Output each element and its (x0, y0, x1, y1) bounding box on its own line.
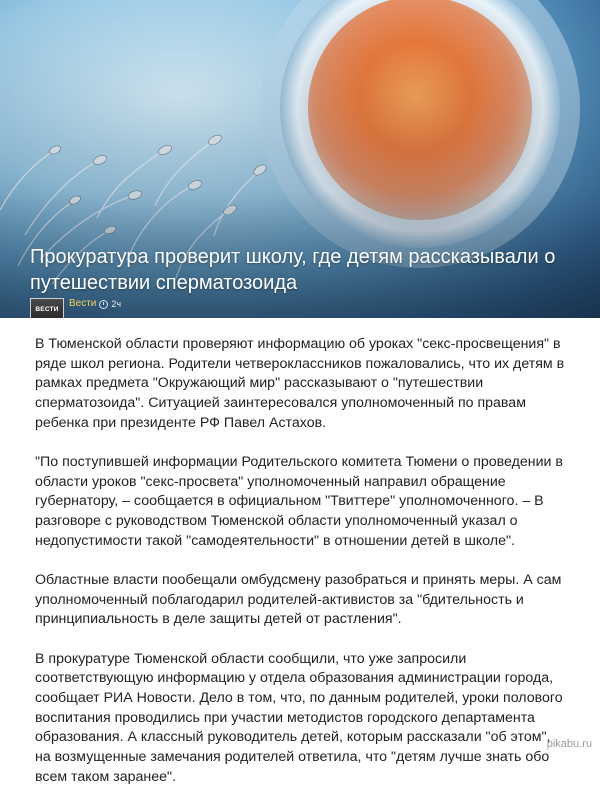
source-logo[interactable]: ВЕСТИ (30, 298, 64, 318)
source-info (30, 298, 121, 318)
clock-icon (99, 300, 108, 309)
hero-image (0, 0, 600, 318)
article-paragraph: "По поступившей информации Родительского комитета Тюмени о проведении в области уроков "секс-просвета" уполномоченный направил обращение губернатору, – сообщается в официальном "Твиттере" уполномоченного. – В разговоре с руководством Тюменской области уполномоченный указал о недопустимости такой "самодеятельности" в отношении детей в школе". (35, 454, 563, 549)
site-watermark: pikabu.ru (546, 738, 592, 750)
article-body (35, 335, 565, 807)
article-paragraph: В прокуратуре Тюменской области сообщили, что уже запросили соответствующую информацию у отдела образования администрации города, сообщает РИА Новости. Дело в том, что, по данным родителей, уроки полового воспитания проводились при участии методистов городского департамента образования. А классный руководитель детей, которым рассказали "об этом", на возмущенные замечания родителей ответила, что "детям лучше знать обо всем таком заранее". (35, 650, 563, 785)
source-name[interactable]: Вести (69, 298, 97, 309)
article-paragraph: Областные власти пообещали омбудсмену разобраться и принять меры. А сам уполномоченный поблагодарил родителей-активистов за "бдительность и принципиальность в деле защиты детей от растления". (35, 572, 562, 628)
article-headline[interactable]: Прокуратура проверит школу, где детям рассказывали о путешествии сперматозоида (30, 246, 556, 294)
publish-time: 2ч (111, 299, 122, 309)
article-paragraph: В Тюменской области проверяют информацию об уроках "секс-просвещения" в ряде школ региона. Родители четвероклассников пожаловались, что их детям в рамках предмета "Окружающий мир" рассказывают о "путешествии сперматозоида". Ситуацией заинтересовался уполномоченный по правам ребенка при президенте РФ Павел Астахов. (35, 336, 565, 431)
